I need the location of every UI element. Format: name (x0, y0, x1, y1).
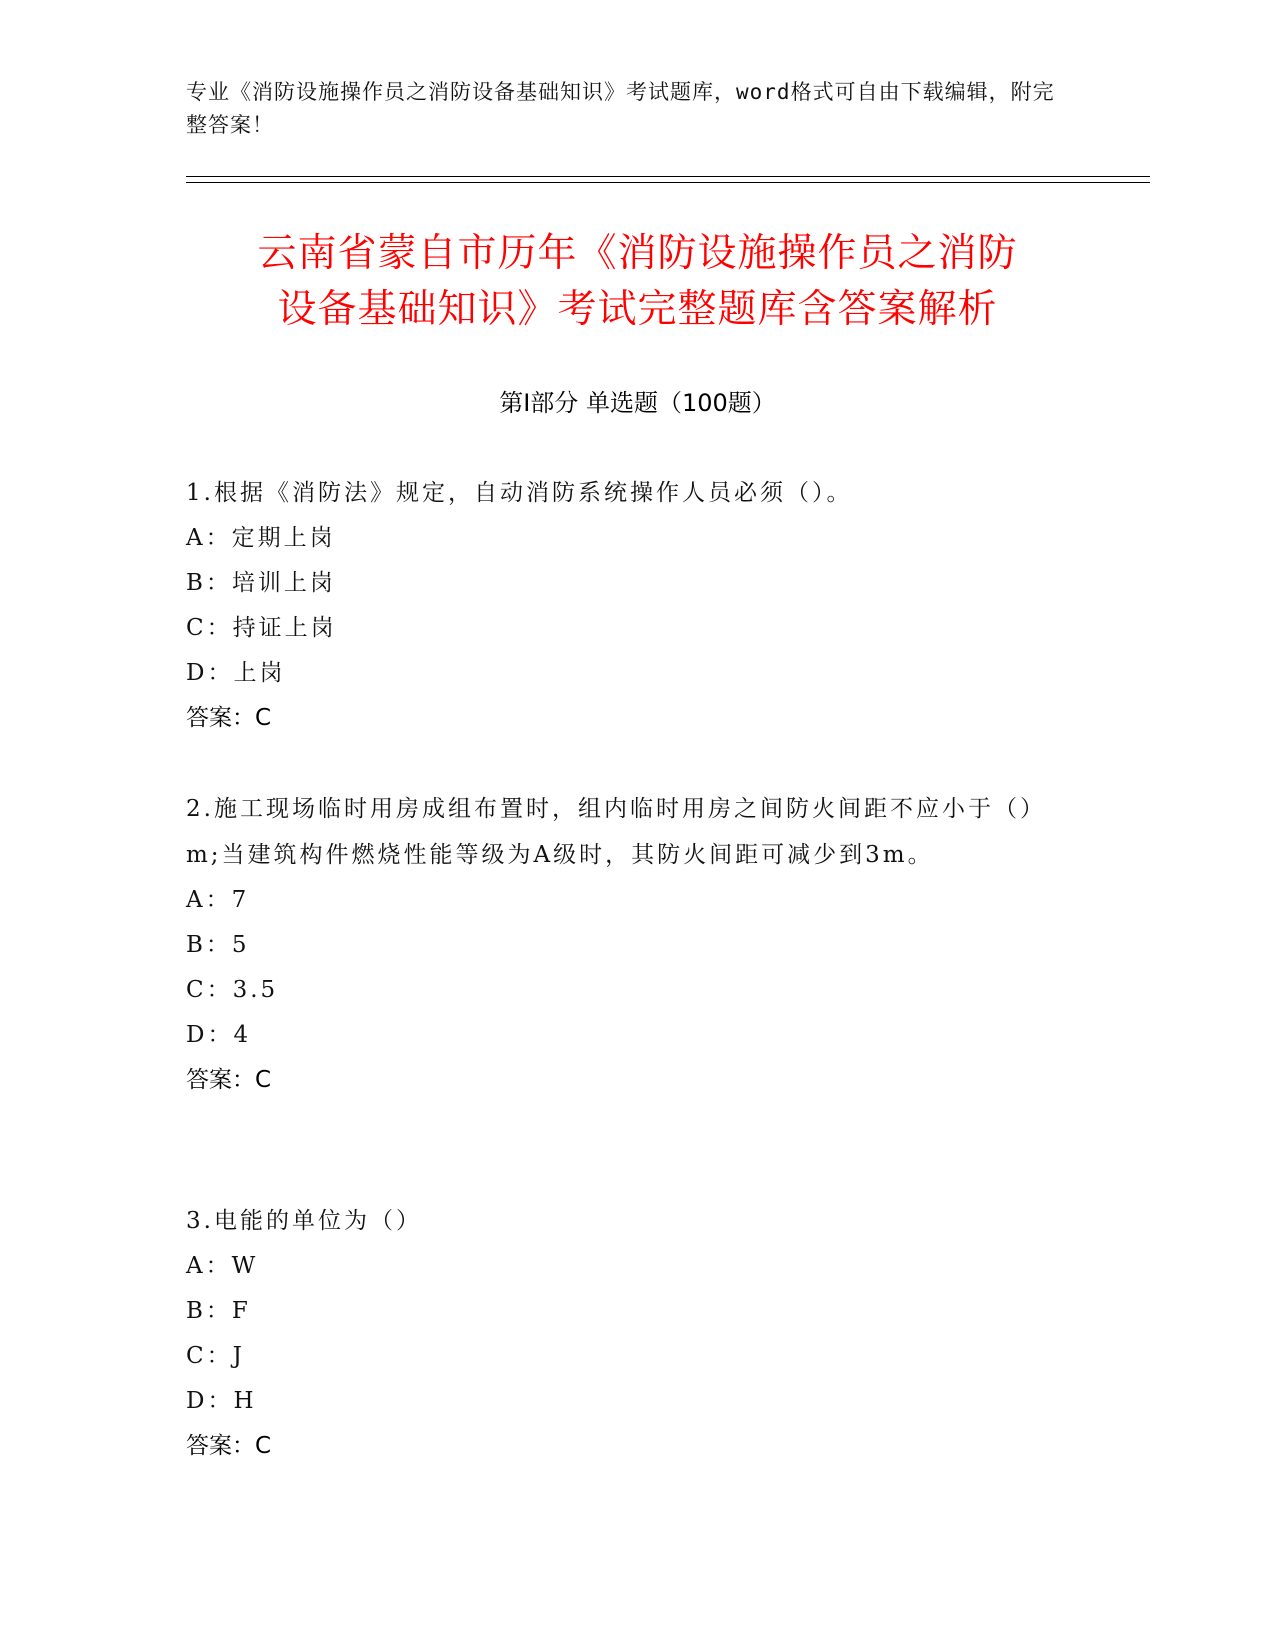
question-text: 1.根据《消防法》规定，自动消防系统操作人员必须（）。 (186, 480, 853, 506)
option-c: C：3.5 (186, 977, 279, 1003)
option-d: D：4 (186, 1022, 252, 1048)
option-b: B：5 (186, 932, 250, 958)
answer: 答案：C (186, 1067, 272, 1093)
header-note: 专业《消防设施操作员之消防设备基础知识》考试题库，word格式可自由下载编辑，附完整答案！ (186, 80, 1055, 137)
answer: 答案：C (186, 705, 272, 731)
question-text: 3.电能的单位为（） (186, 1208, 422, 1234)
option-a: A：定期上岗 (186, 525, 336, 551)
option-c: C：持证上岗 (186, 615, 337, 641)
option-a: A：W (186, 1253, 259, 1279)
document-title (150, 226, 1125, 338)
option-b: B：F (186, 1298, 251, 1324)
section-title: 第Ⅰ部分 单选题（100题） (499, 389, 776, 417)
option-c: C：J (186, 1343, 245, 1369)
question-block-1 (186, 470, 1066, 741)
option-d: D：上岗 (186, 660, 286, 686)
document-title-line-1: 云南省蒙自市历年《消防设施操作员之消防 (257, 231, 1018, 276)
answer: 答案：C (186, 1433, 272, 1459)
question-block-2 (186, 786, 1066, 1103)
option-d: D：H (186, 1388, 257, 1414)
option-a: A：7 (186, 887, 250, 913)
header-divider-top (186, 176, 1150, 177)
question-block-3 (186, 1198, 1066, 1469)
question-text: 2.施工现场临时用房成组布置时，组内临时用房之间防火间距不应小于（）m;当建筑构件燃烧性能等级为A级时，其防火间距可减少到3m。 (186, 796, 1046, 868)
option-b: B：培训上岗 (186, 570, 336, 596)
header-divider-bottom (186, 182, 1150, 183)
document-title-line-2: 设备基础知识》考试完整题库含答案解析 (277, 287, 998, 332)
